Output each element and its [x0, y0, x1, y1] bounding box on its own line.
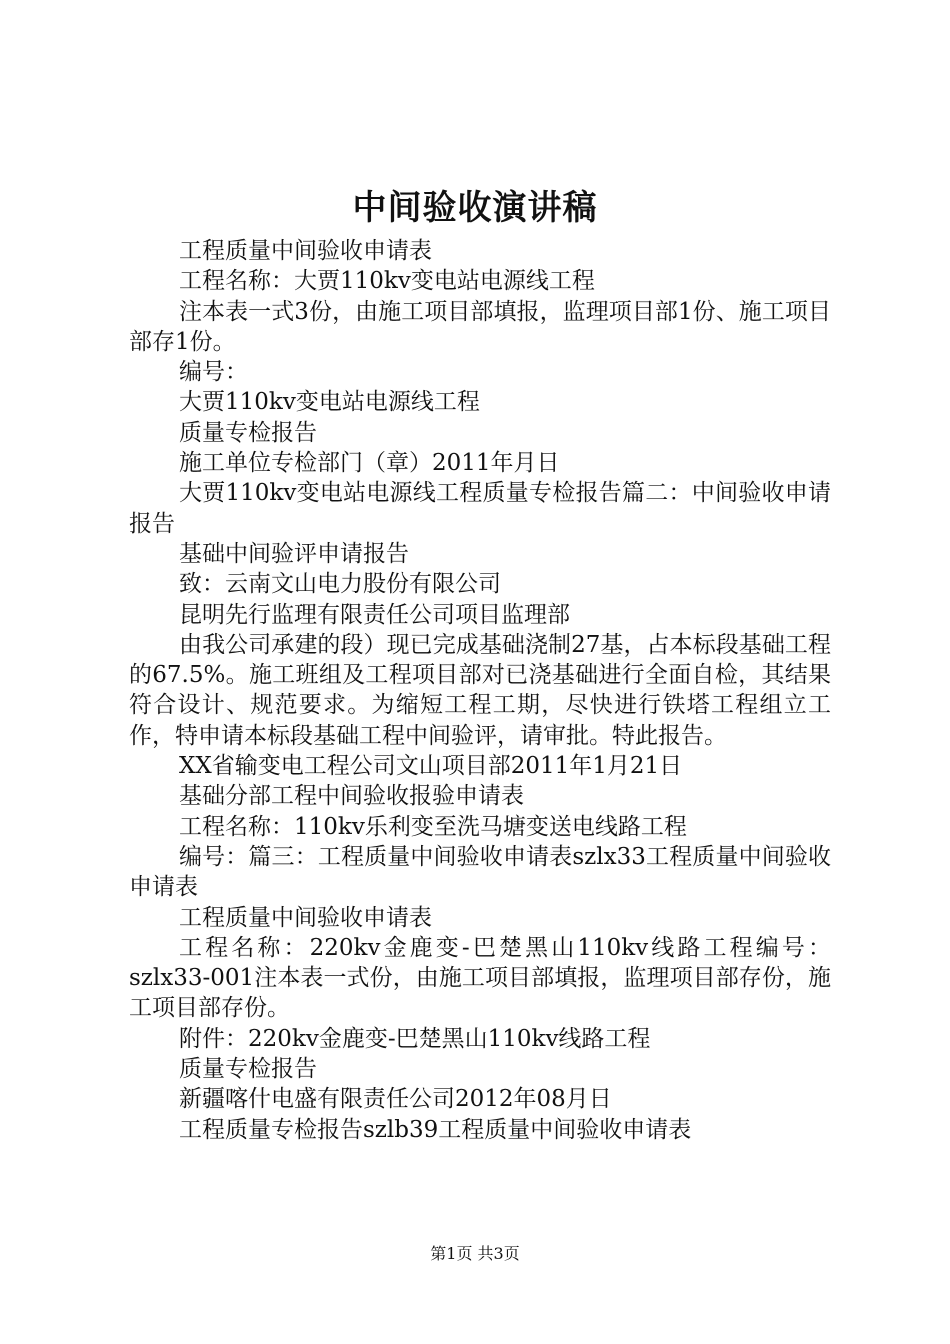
- paragraph: 工程名称：110kv乐利变至洗马塘变送电线路工程: [179, 813, 687, 840]
- paragraph: 新疆喀什电盛有限责任公司2012年08月日: [179, 1086, 612, 1113]
- paragraph: 工程名称：220kv金鹿变-巴楚黑山110kv线路工程编号：szlx33-001注本表一式份，由施工项目部填报，监理项目部存份，施工项目部存份。: [129, 934, 831, 1022]
- paragraph: 质量专检报告: [179, 419, 317, 446]
- paragraph: 基础中间验评申请报告: [179, 540, 409, 567]
- paragraph: 基础分部工程中间验收报验申请表: [179, 783, 524, 810]
- document-title: 中间验收演讲稿: [352, 188, 598, 228]
- paragraph: 昆明先行监理有限责任公司项目监理部: [179, 601, 570, 628]
- paragraph: 质量专检报告: [179, 1056, 317, 1083]
- paragraph: 工程质量中间验收申请表: [179, 904, 432, 931]
- paragraph: 附件：220kv金鹿变-巴楚黑山110kv线路工程: [179, 1025, 651, 1052]
- paragraph: 注本表一式3份，由施工项目部填报，监理项目部1份、施工项目部存1份。: [129, 298, 831, 355]
- paragraph: 由我公司承建的段）现已完成基础浇制27基，占本标段基础工程的67.5%。施工班组及工程项目部对已浇基础进行全面自检，其结果符合设计、规范要求。为缩短工程工期，尽快进行铁塔工程组立工作，特申请本标段基础工程中间验评，请审批。特此报告。: [129, 631, 831, 749]
- paragraph: 编号：篇三：工程质量中间验收申请表szlx33工程质量中间验收申请表: [129, 843, 831, 901]
- paragraph: 大贾110kv变电站电源线工程质量专检报告篇二：中间验收申请报告: [129, 480, 831, 537]
- page-footer: 第1页 共3页: [430, 1244, 520, 1263]
- paragraph: 致：云南文山电力股份有限公司: [179, 571, 501, 598]
- document-body: [129, 236, 831, 1145]
- paragraph: 施工单位专检部门（章）2011年月日: [179, 450, 560, 477]
- paragraph: 工程名称：大贾110kv变电站电源线工程: [179, 268, 595, 295]
- paragraph: 工程质量中间验收申请表: [179, 238, 432, 264]
- paragraph: 工程质量专检报告szlb39工程质量中间验收申请表: [179, 1116, 692, 1143]
- paragraph: XX省输变电工程公司文山项目部2011年1月21日: [179, 753, 683, 780]
- paragraph: 编号：: [179, 359, 248, 386]
- paragraph: 大贾110kv变电站电源线工程: [179, 389, 480, 416]
